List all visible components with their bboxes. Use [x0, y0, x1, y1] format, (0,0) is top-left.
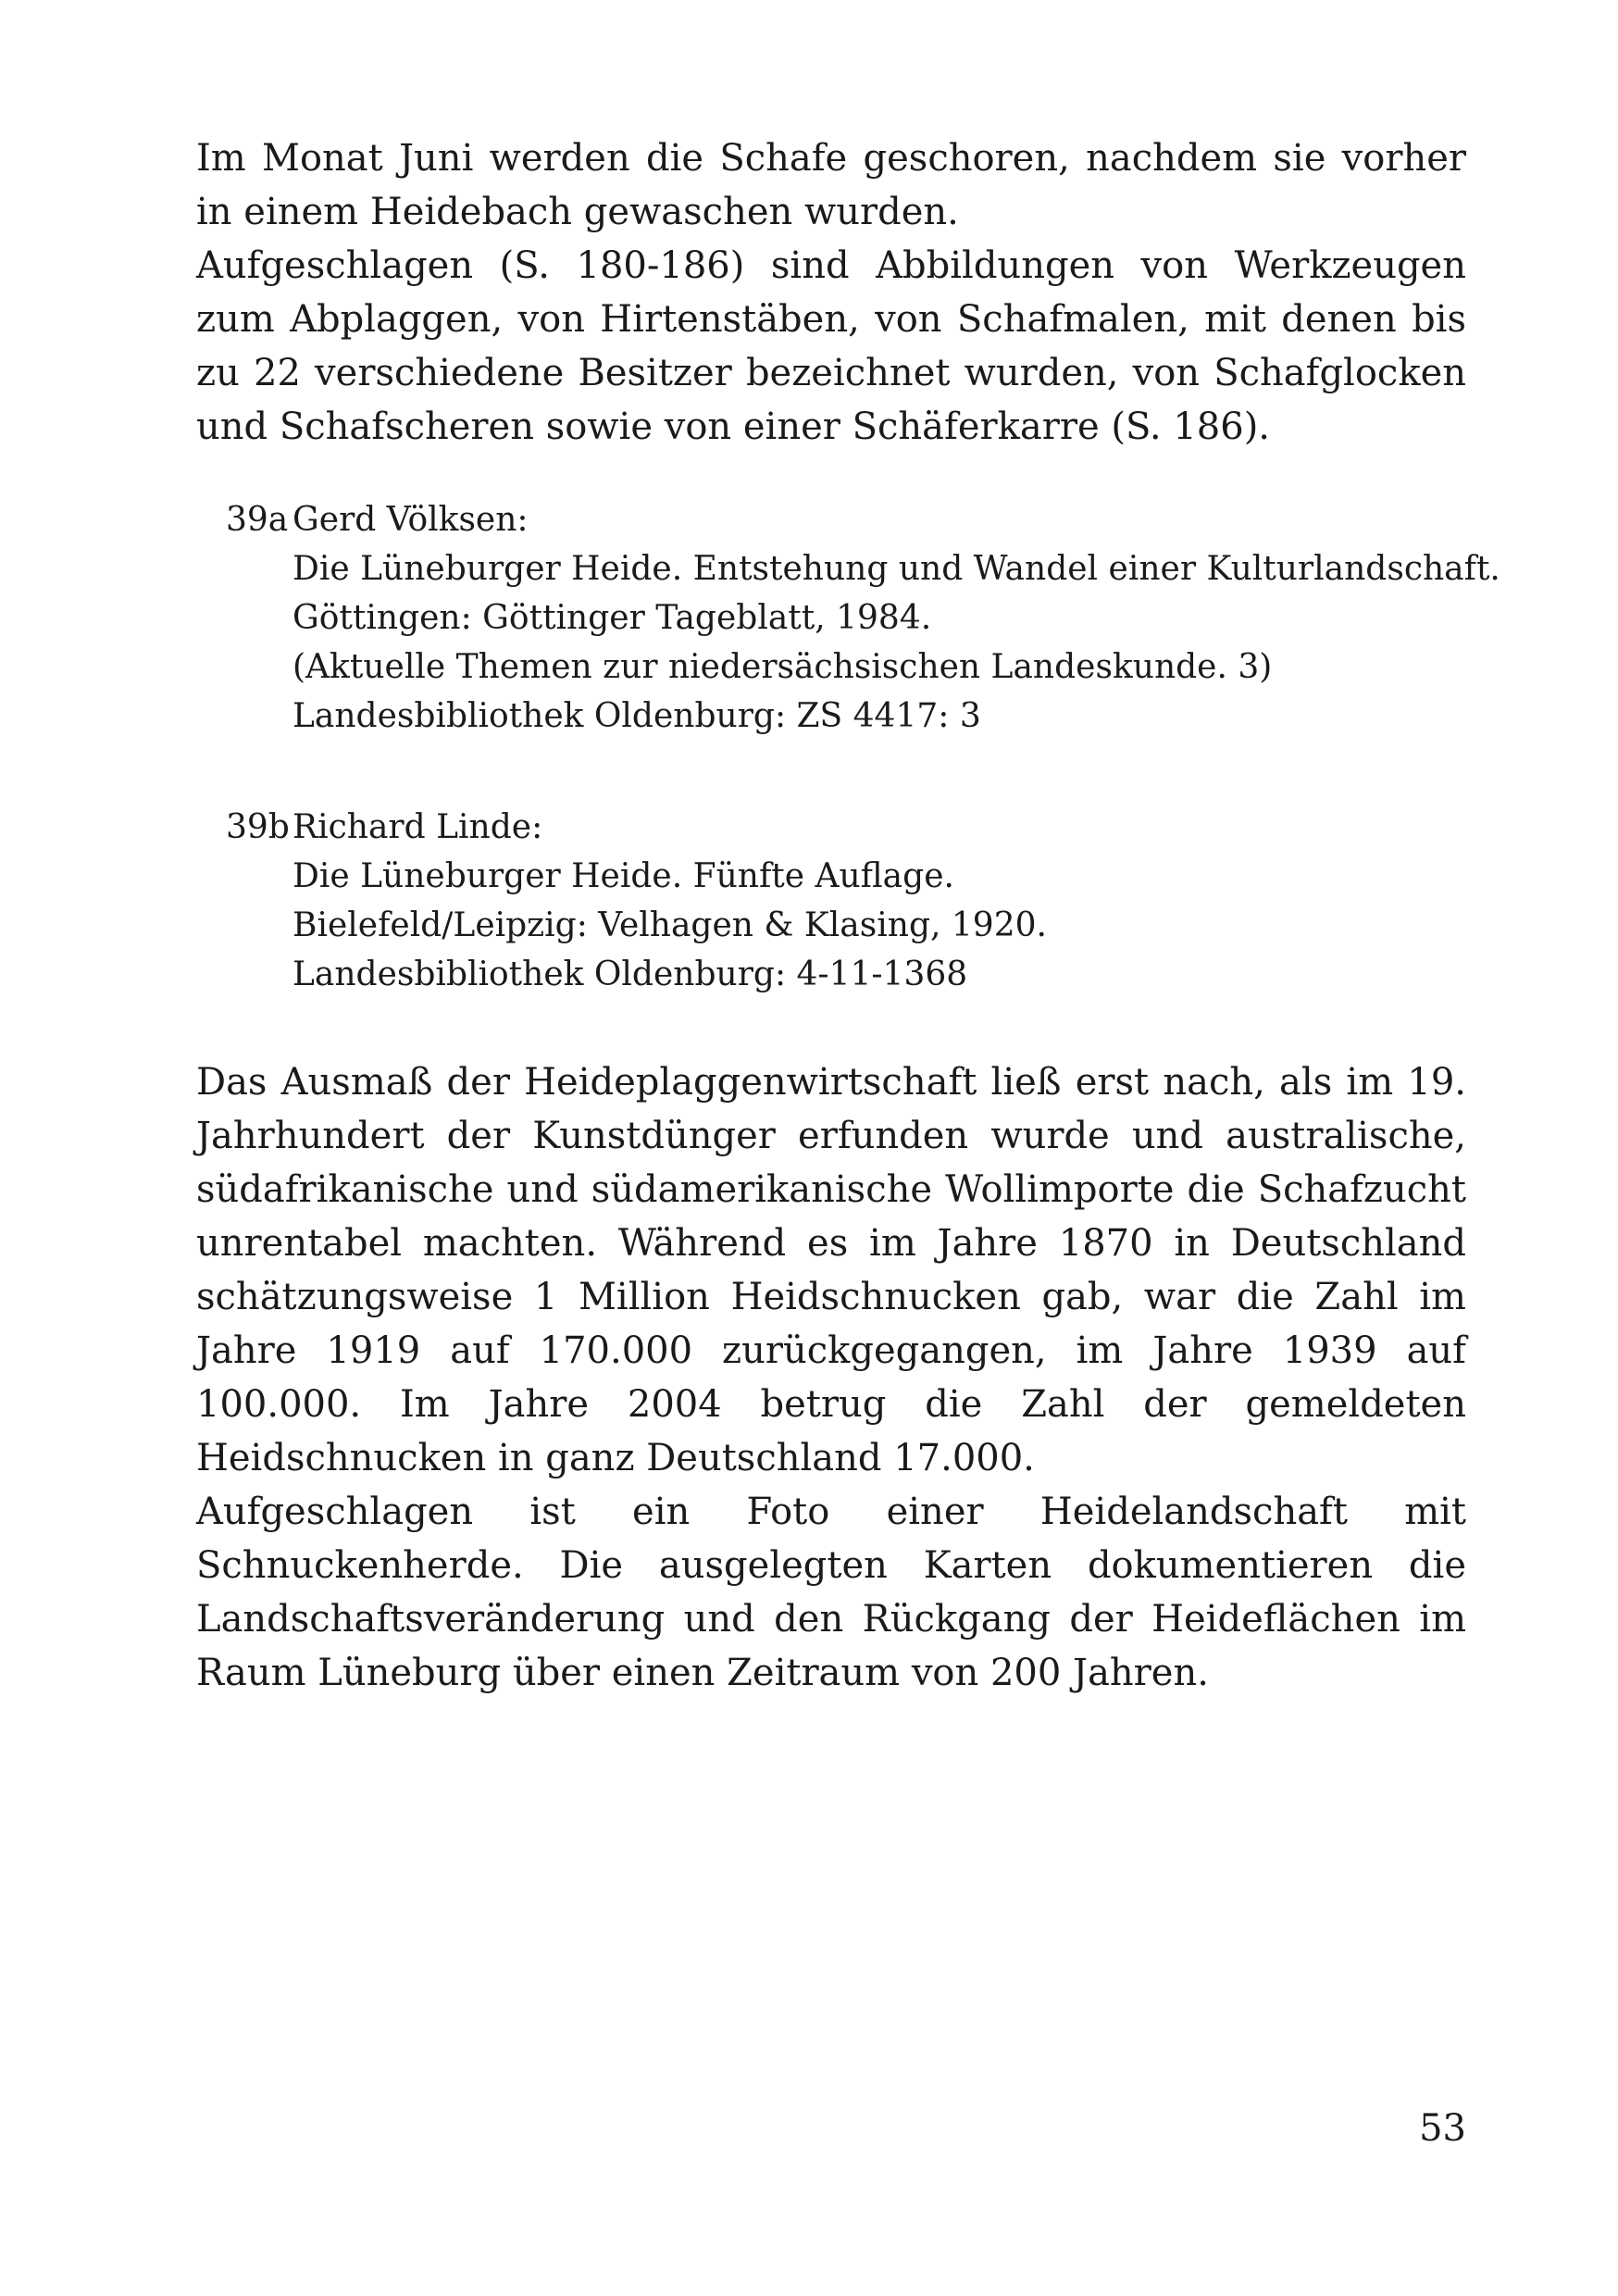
paragraph-decline: Das Ausmaß der Heideplaggenwirtschaft ließ erst nach, als im 19. Jahrhundert der Kunstdünger erfunden wurde und australische, südafrikanische und südamerikanische Wollimporte die Schafzucht unrentabel machten. Während es im Jahre 1870 in Deutschland schätzungsweise 1 Million Heidschnucken gab, war die Zahl im Jahre 1919 auf 170.000 zurückgegangen, im Jahre 1939 auf 100.000. Im Jahre 2004 betrug die Zahl der gemeldeten Heidschnucken in ganz Deutschland 17.000. [196, 1061, 1466, 1479]
catalog-entry-39b [226, 803, 1047, 999]
entry-number: 39a [226, 501, 289, 539]
entry-title: Die Lüneburger Heide. Entstehung und Wandel einer Kulturlandschaft. [292, 550, 1500, 588]
entry-author: Richard Linde: [292, 808, 543, 846]
paragraph-photo: Aufgeschlagen ist ein Foto einer Heidelandschaft mit Schnuckenherde. Die ausgelegten Karten dokumentieren die Landschaftsveränderung und den Rückgang der Heideflächen im Raum Lüneburg über einen Zeitraum von 200 Jahren. [196, 1491, 1466, 1694]
entry-header [226, 495, 1500, 544]
page-number: 53 [1419, 2107, 1466, 2150]
entry-shelfmark: Landesbibliothek Oldenburg: 4-11-1368 [292, 955, 968, 993]
entry-shelfmark: Landesbibliothek Oldenburg: ZS 4417: 3 [292, 697, 981, 735]
entry-number: 39b [226, 808, 290, 846]
entry-series: (Aktuelle Themen zur niedersächsischen Landeskunde. 3) [292, 648, 1273, 686]
entry-title: Die Lüneburger Heide. Fünfte Auflage. [292, 857, 954, 895]
paragraph-shearing: Im Monat Juni werden die Schafe geschoren, nachdem sie vorher in einem Heidebach gewaschen wurden. [196, 137, 1466, 233]
entry-header [226, 803, 1047, 852]
entry-publisher: Göttingen: Göttinger Tageblatt, 1984. [292, 599, 932, 637]
entry-author: Gerd Völksen: [292, 501, 529, 539]
catalog-entry-39a [226, 495, 1500, 741]
paragraph-illustrations: Aufgeschlagen (S. 180-186) sind Abbildungen von Werkzeugen zum Abplaggen, von Hirtenstäben, von Schafmalen, mit denen bis zu 22 verschiedene Besitzer bezeichnet wurden, von Schafglocken und Schafscheren sowie von einer Schäferkarre (S. 186). [196, 244, 1466, 448]
entry-publisher: Bielefeld/Leipzig: Velhagen & Klasing, 1920. [292, 906, 1047, 944]
main-text-block [196, 1055, 1466, 1700]
intro-text-block [196, 131, 1466, 454]
